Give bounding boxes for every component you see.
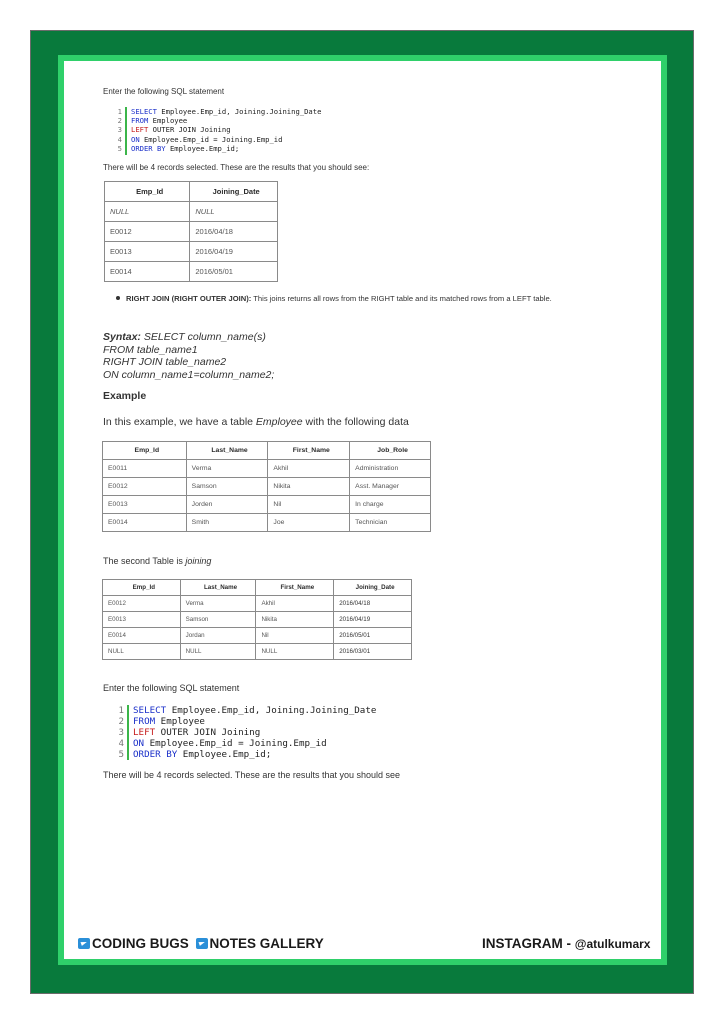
footer-coding-bugs: CODING BUGS — [92, 936, 189, 951]
code-text: OUTER JOIN Joining — [155, 727, 261, 738]
code-line — [133, 738, 376, 749]
table-row — [105, 242, 278, 262]
sql-keyword: ORDER BY — [131, 143, 166, 153]
joining-table — [102, 579, 412, 660]
table-cell: Samson — [186, 478, 268, 496]
table-cell: Smith — [186, 514, 268, 532]
table-row — [103, 628, 412, 644]
sql-keyword: FROM — [131, 116, 149, 126]
line-number: 3 — [117, 125, 122, 135]
sql-keyword: SELECT — [131, 107, 157, 116]
table-cell: 2016/04/19 — [334, 612, 412, 628]
table-cell: 2016/05/01 — [190, 262, 278, 282]
code-line — [133, 716, 376, 727]
footer-notes-gallery: NOTES GALLERY — [209, 936, 324, 951]
syntax-label: Syntax: — [103, 331, 141, 343]
table-cell: Samson — [180, 612, 256, 628]
line-number: 2 — [117, 116, 122, 126]
line-number: 2 — [118, 716, 124, 727]
footer-instagram-label: INSTAGRAM - — [482, 936, 575, 951]
example-intro-text-end: with the following data — [302, 416, 409, 428]
table-cell: E0012 — [105, 222, 190, 242]
gutter-bar — [125, 107, 127, 155]
result-table — [104, 181, 278, 282]
line-numbers — [108, 107, 122, 153]
table-cell: NULL — [256, 644, 334, 660]
code-line — [131, 125, 321, 134]
table-cell: E0014 — [105, 262, 190, 282]
table-cell: In charge — [350, 496, 431, 514]
intro-text-1: Enter the following SQL statement — [103, 87, 225, 96]
footer-instagram-handle: @atulkumarx — [574, 937, 651, 951]
line-number: 5 — [117, 143, 122, 153]
table-cell: Administration — [350, 460, 431, 478]
table-row — [103, 496, 431, 514]
example-intro — [103, 416, 409, 428]
code-text: Employee — [155, 716, 205, 727]
column-header: Emp_Id — [105, 182, 190, 202]
column-header: Job_Role — [350, 442, 431, 460]
table-row — [105, 202, 278, 222]
footer-left — [78, 936, 324, 951]
code-text: Employee.Emp_id; — [165, 143, 240, 153]
code-lines — [133, 705, 376, 760]
table-row — [103, 460, 431, 478]
column-header: Emp_Id — [103, 580, 181, 596]
sql-keyword: LEFT — [133, 727, 156, 738]
table-cell: 2016/04/18 — [334, 596, 412, 612]
table-cell: E0014 — [103, 628, 181, 644]
table-cell: E0013 — [103, 496, 187, 514]
table-cell: Verma — [180, 596, 256, 612]
syntax-line-4: ON column_name1=column_name2; — [103, 368, 275, 381]
table-cell: 2016/04/18 — [190, 222, 278, 242]
code-line — [131, 107, 321, 116]
table-row — [105, 222, 278, 242]
second-table-intro-text: The second Table is — [103, 556, 186, 566]
line-number: 1 — [117, 107, 122, 116]
footer-right — [482, 936, 650, 951]
table-cell: Jorden — [186, 496, 268, 514]
code-line — [131, 135, 321, 144]
column-header: Emp_Id — [103, 442, 187, 460]
table-cell: E0013 — [105, 242, 190, 262]
gutter-bar — [127, 705, 129, 760]
column-header: Joining_Date — [190, 182, 278, 202]
result-note-2: There will be 4 records selected. These are the results that you should see — [103, 770, 400, 780]
code-text: Employee.Emp_id = Joining.Emp_id — [144, 738, 327, 749]
code-text: Employee.Emp_id; — [177, 749, 272, 760]
example-intro-text: In this example, we have a table — [103, 416, 256, 428]
table-cell: Akhil — [256, 596, 334, 612]
code-line — [133, 749, 376, 760]
table-cell: Akhil — [268, 460, 350, 478]
table-cell: 2016/05/01 — [334, 628, 412, 644]
syntax-line-1: SELECT column_name(s) — [140, 331, 266, 343]
table-cell: E0012 — [103, 478, 187, 496]
code-text: Employee.Emp_id, Joining.Joining_Date — [156, 107, 322, 116]
bullet-right-join — [116, 294, 552, 303]
syntax-block — [103, 331, 274, 381]
table-cell: NULL — [180, 644, 256, 660]
line-number: 4 — [118, 738, 124, 749]
line-number: 1 — [118, 705, 124, 716]
table-cell: E0013 — [103, 612, 181, 628]
syntax-line-3: RIGHT JOIN table_name2 — [103, 356, 227, 368]
bullet-description: This joins returns all rows from the RIGHT table and its matched rows from a LEFT table. — [251, 294, 552, 303]
table-cell: E0012 — [103, 596, 181, 612]
code-line — [131, 116, 321, 125]
code-text: OUTER JOIN Joining — [148, 125, 231, 135]
code-text: Employee.Emp_id = Joining.Emp_id — [139, 134, 283, 144]
telegram-icon — [78, 938, 90, 949]
table-cell: NULL — [103, 644, 181, 660]
table-cell: 2016/04/19 — [190, 242, 278, 262]
table-row — [103, 612, 412, 628]
table-cell: Joe — [268, 514, 350, 532]
sql-keyword: LEFT — [131, 125, 149, 135]
column-header: First_Name — [256, 580, 334, 596]
column-header: Joining_Date — [334, 580, 412, 596]
table-header-row — [105, 182, 278, 202]
example-intro-table-name: Employee — [255, 416, 303, 428]
table-cell: NULL — [190, 202, 278, 222]
sql-keyword: ON — [133, 738, 145, 749]
table-cell: Asst. Manager — [350, 478, 431, 496]
second-table-intro — [103, 556, 211, 566]
table-cell: Technician — [350, 514, 431, 532]
employee-table — [102, 441, 431, 532]
table-cell: NULL — [105, 202, 190, 222]
table-header-row — [103, 442, 431, 460]
table-cell: Nikita — [268, 478, 350, 496]
code-line — [131, 144, 321, 153]
table-cell: 2016/03/01 — [334, 644, 412, 660]
line-number: 3 — [118, 727, 124, 738]
line-numbers — [108, 705, 124, 760]
sql-code-block-2 — [108, 705, 428, 760]
bullet-term: RIGHT JOIN (RIGHT OUTER JOIN): — [126, 294, 252, 303]
table-row — [103, 514, 431, 532]
table-cell: E0014 — [103, 514, 187, 532]
syntax-line-2: FROM table_name1 — [103, 343, 198, 356]
sql-keyword: SELECT — [133, 705, 167, 716]
table-row — [103, 644, 412, 660]
column-header: Last_Name — [180, 580, 256, 596]
bullet-dot — [116, 296, 120, 300]
intro-text-2: Enter the following SQL statement — [103, 683, 240, 693]
code-text: Employee — [148, 116, 188, 126]
second-table-name: joining — [185, 556, 212, 566]
example-heading: Example — [103, 390, 147, 402]
table-cell: Nil — [256, 628, 334, 644]
code-lines — [131, 107, 321, 153]
result-note-1: There will be 4 records selected. These are the results that you should see: — [103, 163, 370, 172]
sql-keyword: ON — [131, 134, 140, 144]
table-row — [103, 478, 431, 496]
column-header: Last_Name — [186, 442, 268, 460]
code-line — [133, 705, 376, 716]
line-number: 5 — [118, 749, 124, 760]
sql-code-block-1 — [108, 107, 388, 155]
telegram-icon — [196, 938, 208, 949]
sql-keyword: FROM — [133, 716, 156, 727]
line-number: 4 — [117, 134, 122, 144]
table-cell: Nil — [268, 496, 350, 514]
table-cell: Verma — [186, 460, 268, 478]
sql-keyword: ORDER BY — [133, 749, 178, 760]
table-cell: Jordan — [180, 628, 256, 644]
code-text: Employee.Emp_id, Joining.Joining_Date — [166, 705, 377, 716]
table-cell: Nikita — [256, 612, 334, 628]
table-row — [105, 262, 278, 282]
table-row — [103, 596, 412, 612]
table-cell: E0011 — [103, 460, 187, 478]
column-header: First_Name — [268, 442, 350, 460]
table-header-row — [103, 580, 412, 596]
code-line — [133, 727, 376, 738]
